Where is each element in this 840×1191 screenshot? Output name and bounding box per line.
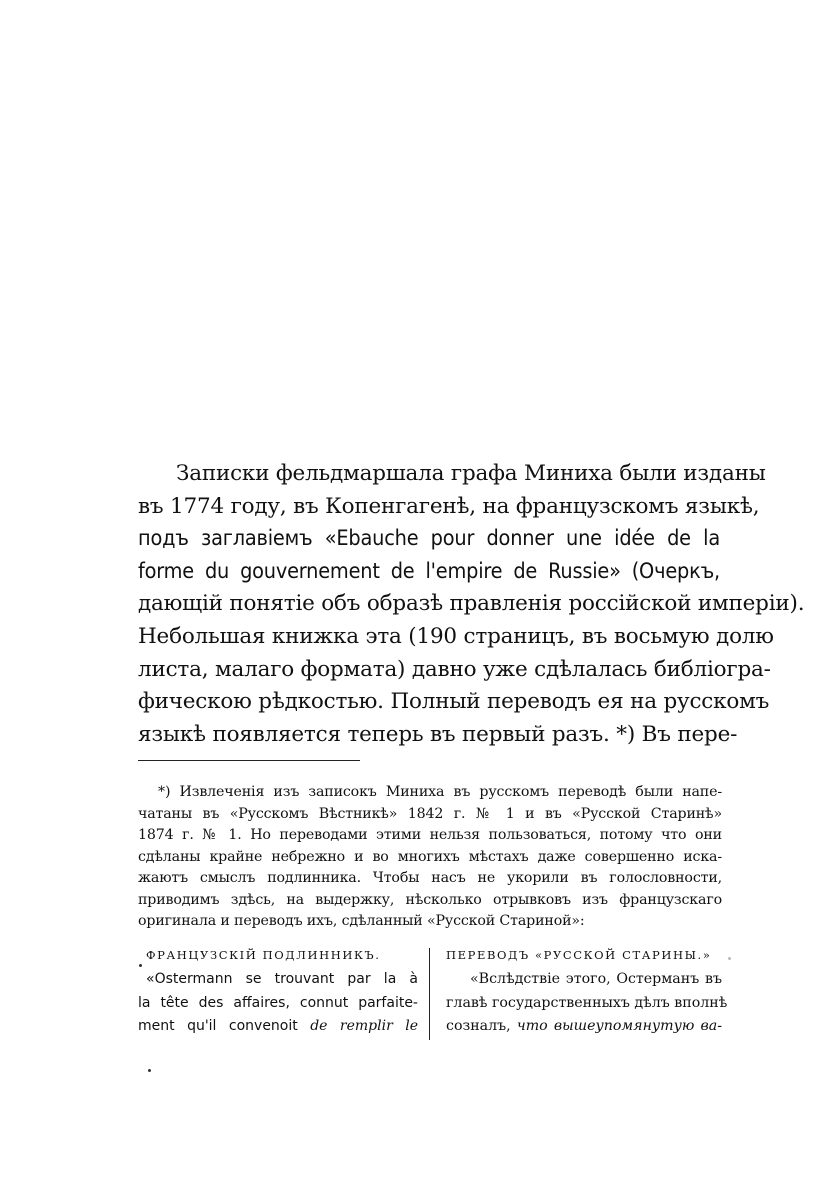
footnote bbox=[138, 782, 722, 933]
russian-line bbox=[446, 1015, 722, 1039]
footnote-line: 1874 г. № 1. Но переводами этими нельзя пользоваться, потому что они bbox=[138, 827, 722, 843]
french-line-italic: de remplir le bbox=[310, 1018, 418, 1034]
comparison-columns bbox=[138, 946, 728, 1041]
footnote-line: сдѣланы крайне небрежно и во многихъ мѣстахъ даже совершенно иска- bbox=[138, 848, 722, 865]
main-line: Небольшая книжка эта (190 страницъ, въ восьмую долю bbox=[138, 623, 774, 649]
main-line: Записки фельдмаршала графа Миниха были изданы bbox=[176, 461, 766, 486]
russian-line: главѣ государственныхъ дѣлъ вполнѣ bbox=[446, 994, 728, 1011]
column-divider bbox=[429, 948, 430, 1040]
footnote-line: приводимъ здѣсь, на выдержку, нѣсколько отрывковъ изъ французскаго bbox=[138, 891, 722, 908]
footnote-line: чатаны въ «Русскомъ Вѣстникѣ» 1842 г. № 1 и въ «Русской Старинѣ» bbox=[138, 805, 722, 822]
footnote-separator-rule bbox=[138, 760, 360, 761]
russian-line-plain: созналъ, bbox=[446, 1018, 511, 1034]
main-line: листа, малаго формата) давно уже сдѣлалась библіогра- bbox=[138, 656, 771, 682]
main-line: языкѣ появляется теперь въ первый разъ. *) Въ пере- bbox=[138, 721, 738, 747]
main-line: фическою рѣдкостью. Полный переводъ ея на русскомъ bbox=[138, 689, 770, 715]
french-column-text bbox=[138, 968, 418, 1039]
footnote-line: жаютъ смыслъ подлинника. Чтобы насъ не укорили въ голословности, bbox=[138, 870, 722, 886]
french-line bbox=[138, 1015, 418, 1039]
footnote-line: *) Извлеченія изъ записокъ Миниха въ русскомъ переводѣ были напе- bbox=[158, 784, 722, 800]
print-speck bbox=[148, 1069, 151, 1072]
main-line: въ 1774 году, въ Копенгагенѣ, на французскомъ языкѣ, bbox=[138, 493, 760, 519]
french-line-plain: ment qu'il convenoit bbox=[138, 1018, 298, 1034]
main-line: дающій понятіе объ образѣ правленія россійской имперіи). bbox=[138, 591, 805, 617]
russian-line-italic: что вышеупомянутую ва- bbox=[516, 1018, 722, 1034]
russian-translation-column bbox=[446, 946, 728, 1039]
french-line: «Ostermann se trouvant par la à bbox=[146, 971, 418, 987]
french-line: la tête des affaires, connut parfaite- bbox=[138, 994, 418, 1011]
russian-column-heading: ПЕРЕВОДЪ «РУССКОЙ СТАРИНЫ.» bbox=[446, 948, 712, 962]
print-speck bbox=[139, 964, 142, 967]
main-line: подъ заглавіемъ «Ebauche pour donner une idée de la bbox=[138, 526, 720, 552]
russian-line: «Вслѣдствіе этого, Остерманъ въ bbox=[470, 971, 722, 987]
russian-column-text bbox=[446, 968, 728, 1039]
footnote-line: оригинала и переводъ ихъ, сдѣланный «Русской Стариной»: bbox=[138, 913, 585, 929]
main-paragraph bbox=[138, 458, 805, 751]
french-column-heading: ФРАНЦУЗСКІЙ ПОДЛИННИКЪ. bbox=[146, 948, 381, 962]
print-speck bbox=[728, 957, 731, 960]
french-original-column bbox=[138, 946, 418, 1039]
main-line: forme du gouvernement de l'empire de Russie» (Очеркъ, bbox=[138, 558, 720, 584]
